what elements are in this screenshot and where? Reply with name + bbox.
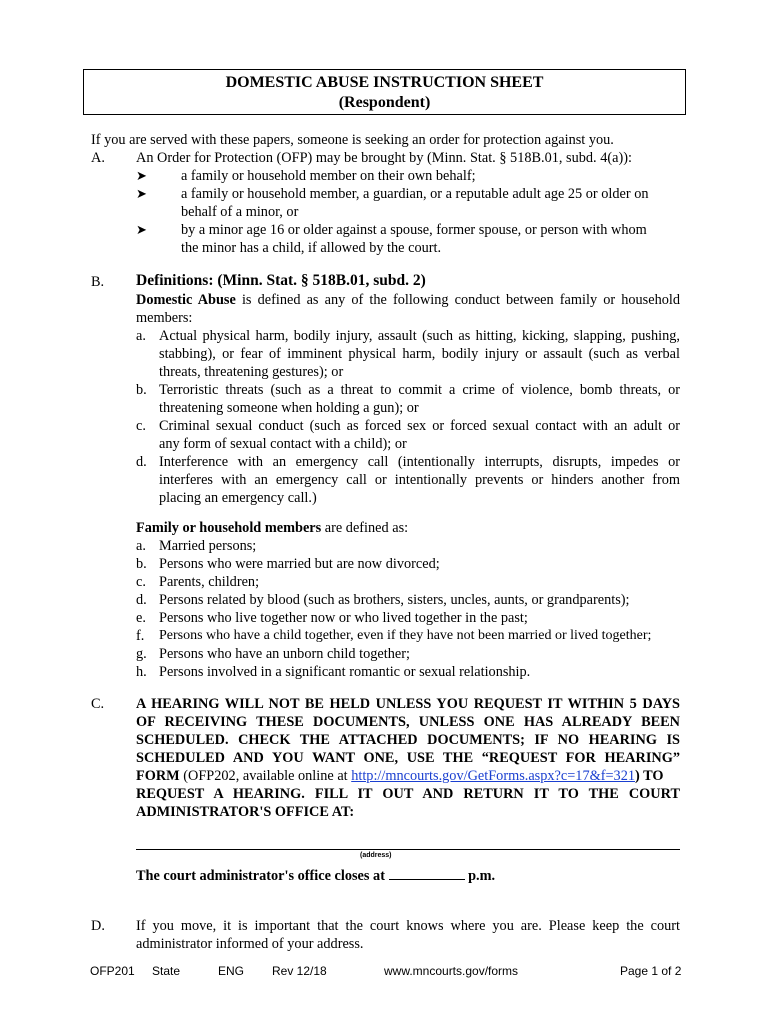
family-term: Family or household members — [136, 520, 322, 536]
family-item-letter: h. — [136, 664, 147, 680]
family-item-text: Persons who have an unborn child together; — [159, 646, 410, 662]
abuse-item-a-line-1: Actual physical harm, bodily injury, assault (such as hitting, kicking, slapping, pushing, — [159, 328, 680, 344]
request-hearing-form-link[interactable]: http://mncourts.gov/GetForms.aspx?c=17&f=321 — [351, 768, 635, 784]
hearing-notice-line-4: SCHEDULED AND YOU WANT ONE, USE THE “REQUEST FOR HEARING” — [136, 750, 680, 766]
hearing-notice-line-1: A HEARING WILL NOT BE HELD UNLESS YOU REQUEST IT WITHIN 5 DAYS — [136, 696, 680, 712]
closes-after: p.m. — [464, 868, 496, 884]
section-d-line-1: If you move, it is important that the court knows where you are. Please keep the court — [136, 918, 680, 934]
family-item-letter: g. — [136, 646, 147, 662]
form-mid: (OFP202, available online at — [179, 768, 352, 784]
title-box — [83, 69, 686, 115]
hearing-form-line — [136, 767, 663, 785]
family-item-text: Persons who were married but are now divorced; — [159, 556, 440, 572]
abuse-item-d-line-3: placing an emergency call.) — [159, 490, 317, 506]
arrow-bullet-icon: ➤ — [136, 222, 147, 237]
family-item-letter: e. — [136, 610, 146, 626]
arrow-bullet-icon: ➤ — [136, 168, 147, 183]
abuse-item-letter: b. — [136, 382, 147, 398]
family-item-text: Persons related by blood (such as brothers, sisters, uncles, aunts, or grandparents); — [159, 592, 630, 608]
section-a-text: An Order for Protection (OFP) may be brought by (Minn. Stat. § 518B.01, subd. 4(a)): — [136, 150, 632, 166]
family-item-text: Married persons; — [159, 538, 257, 554]
footer-page-number: Page 1 of 2 — [620, 964, 682, 978]
domestic-abuse-definition — [136, 291, 680, 309]
abuse-item-c-line-1: Criminal sexual conduct (such as forced sex or forced sexual contact with an adult or — [159, 418, 680, 434]
address-line[interactable] — [136, 849, 680, 850]
family-item-letter: a. — [136, 538, 146, 554]
footer-state: State — [152, 964, 181, 978]
abuse-item-d-line-1: Interference with an emergency call (intentionally interrupts, disrupts, impedes or — [159, 454, 680, 470]
footer-revision: Rev 12/18 — [272, 964, 327, 978]
hearing-notice-line-3: SCHEDULED. CHECK THE ATTACHED DOCUMENTS; IF NO HEARING IS — [136, 732, 680, 748]
form-end: ) TO — [635, 768, 664, 784]
document-subtitle: (Respondent) — [338, 94, 431, 111]
domestic-abuse-term: Domestic Abuse — [136, 292, 236, 308]
arrow-bullet-icon: ➤ — [136, 186, 147, 201]
section-a-marker: A. — [91, 150, 105, 166]
family-item-text: Persons who live together now or who lived together in the past; — [159, 610, 528, 626]
closes-before: The court administrator's office closes at — [136, 868, 389, 884]
section-d-line-2: administrator informed of your address. — [136, 936, 364, 952]
intro-text: If you are served with these papers, someone is seeking an order for protection against you. — [91, 132, 614, 148]
domestic-abuse-line-2: members: — [136, 310, 193, 326]
footer-url: www.mncourts.gov/forms — [384, 964, 519, 978]
abuse-item-b-line-1: Terroristic threats (such as a threat to commit a crime of violence, bomb threats, or — [159, 382, 680, 398]
family-item-text: Parents, children; — [159, 574, 260, 590]
closing-time-blank[interactable] — [389, 867, 465, 880]
family-definition — [136, 519, 408, 537]
family-rest: are defined as: — [321, 520, 409, 536]
hearing-notice-line-7: ADMINISTRATOR'S OFFICE AT: — [136, 804, 355, 820]
hearing-notice-line-2: OF RECEIVING THESE DOCUMENTS, UNLESS ONE HAS ALREADY BEEN — [136, 714, 680, 730]
hearing-notice-line-6: REQUEST A HEARING. FILL IT OUT AND RETURN IT TO THE COURT — [136, 786, 680, 802]
family-item-letter: d. — [136, 592, 147, 608]
abuse-item-c-line-2: any form of sexual contact with a child); or — [159, 436, 407, 452]
bullet-2-line-1: a family or household member, a guardian, or a reputable adult age 25 or older on — [181, 186, 649, 202]
domestic-abuse-rest: is defined as any of the following conduct between family or household — [235, 292, 680, 308]
family-item-text: Persons who have a child together, even if they have not been married or lived together; — [159, 628, 652, 643]
family-item-letter: c. — [136, 574, 146, 590]
bullet-3-line-1: by a minor age 16 or older against a spouse, former spouse, or person with whom — [181, 222, 647, 238]
bullet-1-line-1: a family or household member on their own behalf; — [181, 168, 476, 184]
bullet-3-line-2: the minor has a child, if allowed by the court. — [181, 240, 442, 256]
section-c-marker: C. — [91, 696, 105, 712]
abuse-item-letter: c. — [136, 418, 146, 434]
footer-language: ENG — [218, 964, 245, 978]
abuse-item-b-line-2: threatening someone when holding a gun); or — [159, 400, 419, 416]
document-title: DOMESTIC ABUSE INSTRUCTION SHEET — [225, 74, 544, 91]
section-b-marker: B. — [91, 274, 105, 290]
abuse-item-d-line-2: interferes with an emergency call or intentionally prevents or hinders another from — [159, 472, 680, 488]
footer-form-id: OFP201 — [90, 964, 135, 978]
section-b-heading: Definitions: (Minn. Stat. § 518B.01, subd. 2) — [136, 272, 426, 289]
abuse-item-letter: a. — [136, 328, 146, 344]
office-closes-line — [136, 867, 495, 885]
family-item-letter: b. — [136, 556, 147, 572]
address-label: (address) — [360, 852, 392, 859]
abuse-item-a-line-3: threats, threatening gestures); or — [159, 364, 344, 380]
form-label: FORM — [136, 768, 180, 784]
bullet-2-line-2: behalf of a minor, or — [181, 204, 299, 220]
abuse-item-letter: d. — [136, 454, 147, 470]
section-d-marker: D. — [91, 918, 105, 934]
family-item-text: Persons involved in a significant romantic or sexual relationship. — [159, 664, 531, 680]
family-item-letter: f. — [136, 628, 145, 644]
abuse-item-a-line-2: stabbing), or fear of imminent physical harm, bodily injury or assault (such as verbal — [159, 346, 680, 362]
